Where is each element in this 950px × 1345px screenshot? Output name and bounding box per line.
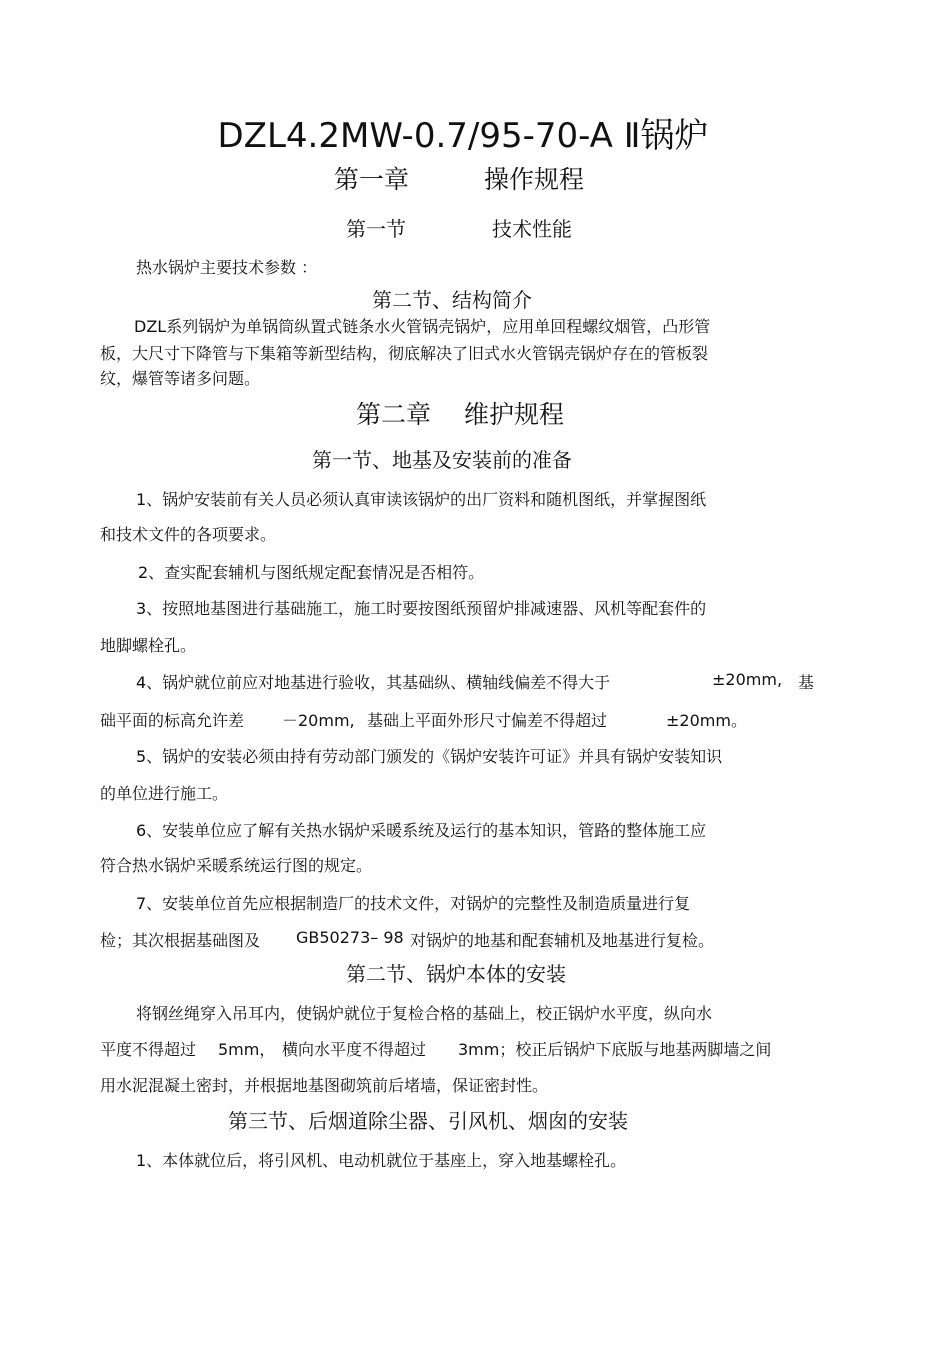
tolerance-value: ±20mm。 — [666, 711, 747, 730]
paragraph-line: 平度不得超过 — [100, 1040, 197, 1059]
list-item: 7、安装单位首先应根据制造厂的技术文件，对锅炉的完整性及制造质量进行复 — [136, 894, 691, 913]
paragraph-line: 纹，爆管等诸多问题。 — [100, 369, 261, 388]
list-item: 6、安装单位应了解有关热水锅炉采暖系统及运行的基本知识，管路的整体施工应 — [136, 821, 707, 840]
section-2-3-heading: 第三节、后烟道除尘器、引风机、烟囱的安装 — [228, 1109, 628, 1133]
chapter-1-title: 操作规程 — [484, 165, 585, 194]
list-item: 5、锅炉的安装必须由持有劳动部门颁发的《锅炉安装许可证》并具有锅炉安装知识 — [136, 747, 723, 766]
list-item-continuation: 的单位进行施工。 — [100, 784, 229, 803]
paragraph-line: DZL系列锅炉为单锅筒纵置式链条水火管锅壳锅炉，应用单回程螺纹烟管，凸形管 — [134, 317, 711, 336]
document-title: DZL4.2MW-0.7/95-70-A Ⅱ锅炉 — [217, 116, 709, 156]
standard-code: GB50273– 98 — [296, 928, 404, 947]
section-1-1-label: 第一节 — [346, 217, 406, 241]
list-item-text: 基 — [798, 673, 815, 692]
list-item-continuation: 检；其次根据基础图及 — [100, 931, 261, 950]
list-item: 4、锅炉就位前应对地基进行验收，其基础纵、横轴线偏差不得大于 — [136, 673, 611, 692]
chapter-1-label: 第一章 — [334, 165, 410, 194]
chapter-2-label: 第二章 — [356, 400, 432, 429]
list-item-continuation: 符合热水锅炉采暖系统运行图的规定。 — [100, 856, 373, 875]
section-1-2-heading: 第二节、结构简介 — [372, 288, 532, 312]
section-1-1-title: 技术性能 — [492, 217, 572, 241]
paragraph-text: 横向水平度不得超过 — [282, 1040, 427, 1059]
tech-params-line: 热水锅炉主要技术参数 ： — [136, 258, 318, 277]
list-item: 3、按照地基图进行基础施工，施工时要按图纸预留炉排减速器、风机等配套件的 — [136, 599, 707, 618]
tolerance-value: ±20mm, — [712, 670, 783, 689]
paragraph-line: 板，大尺寸下降管与下集箱等新型结构，彻底解决了旧式水火管锅壳锅炉存在的管板裂 — [100, 344, 709, 363]
paragraph-line: 用水泥混凝土密封，并根据地基图砌筑前后堵墙，保证密封性。 — [100, 1076, 549, 1095]
list-item-continuation: 地脚螺栓孔。 — [100, 636, 197, 655]
list-item: 1、本体就位后，将引风机、电动机就位于基座上，穿入地基螺栓孔。 — [136, 1151, 627, 1170]
list-item-text: 对锅炉的地基和配套辅机及地基进行复检。 — [410, 931, 715, 950]
section-2-1-heading: 第一节、地基及安装前的准备 — [312, 448, 572, 472]
paragraph-text: 3mm；校正后锅炉下底版与地基两脚墙之间 — [458, 1040, 772, 1059]
tolerance-value: 5mm， — [218, 1040, 276, 1059]
list-item-continuation: 础平面的标高允许差 — [100, 711, 245, 730]
list-item-continuation: 和技术文件的各项要求。 — [100, 525, 277, 544]
section-2-2-heading: 第二节、锅炉本体的安装 — [346, 962, 566, 986]
list-item-text: 基础上平面外形尺寸偏差不得超过 — [367, 711, 608, 730]
paragraph-line: 将钢丝绳穿入吊耳内，使锅炉就位于复检合格的基础上，校正锅炉水平度，纵向水 — [136, 1004, 713, 1023]
list-item: 2、查实配套辅机与图纸规定配套情况是否相符。 — [138, 563, 485, 582]
chapter-2-title: 维护规程 — [464, 400, 565, 429]
list-item: 1、锅炉安装前有关人员必须认真审读该锅炉的出厂资料和随机图纸，并掌握图纸 — [136, 490, 707, 509]
tolerance-value: －20mm, — [282, 711, 355, 730]
